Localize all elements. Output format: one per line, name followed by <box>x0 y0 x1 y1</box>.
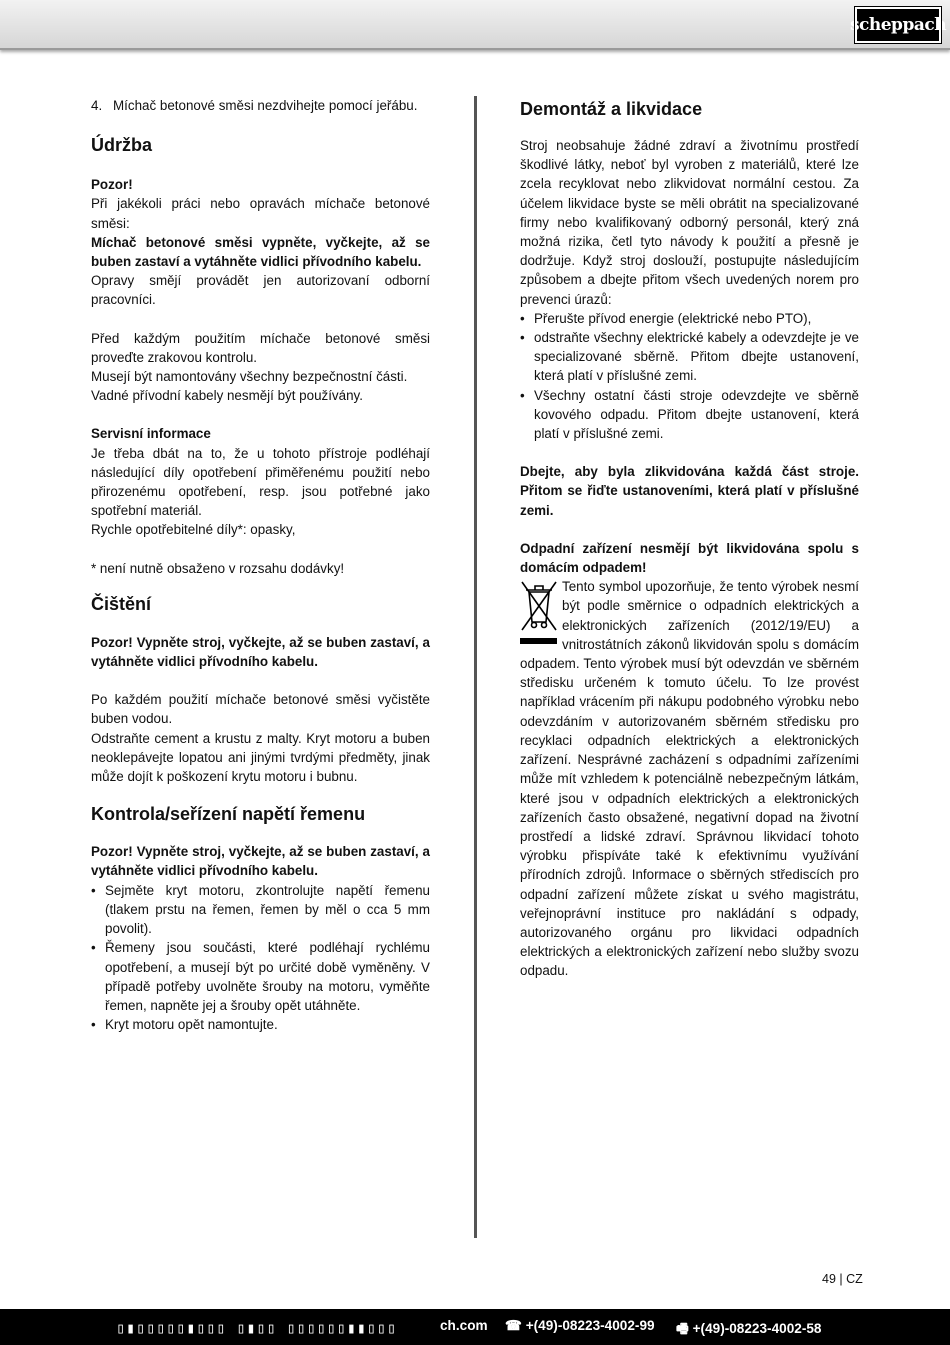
footer-phone: ☎ +(49)-08223-4002-99 <box>505 1318 655 1333</box>
left-column <box>91 96 430 1034</box>
footer-garbled-text: ▯▮▯▯▯▯▯▮▯▯▯ ▯▮▯▯ ▯▯▯▯▯▯▮▮▯▯▯ <box>116 1319 397 1337</box>
paragraph: Je třeba dbát na to, že u tohoto přístroje podléhají následující díly opotřebení přiměřenému použití nebo přirozenému opotřebení, resp. jsou potřebné jako spotřební materiál. <box>91 445 430 519</box>
section-title-kontrola: Kontrola/seřízení napětí řemenu <box>91 804 366 825</box>
list-item: • Všechny ostatní části stroje odevzdejte ve sběrně kovového odpadu. Přitom dbejte ustanovení, která platí v příslušné zemi. <box>520 386 859 444</box>
brand-logo: scheppach <box>855 7 941 43</box>
list-item: • Řemeny jsou součásti, které podléhají rychlému opotřebení, a musejí být po určité době vyměněny. V případě potřeby uvolněte šrouby na motoru, vyměňte řemen, napněte jej a šrouby opět utáhněte. <box>91 938 430 1015</box>
bold-notice: Odpadní zařízení nesmějí být likvidována spolu s domácím odpadem! <box>520 540 859 576</box>
paragraph: Vadné přívodní kabely nesmějí být používány. <box>91 388 363 404</box>
bold-warning: Pozor! Vypněte stroj, vyčkejte, až se buben zastaví, a vytáhněte vidlici přívodního kabelu. <box>91 844 430 879</box>
paragraph: Před každým použitím míchače betonové směsi proveďte zrakovou kontrolu. <box>91 330 430 365</box>
list-item: • Sejměte kryt motoru, zkontrolujte napětí řemenu (tlakem prstu na řemen, řemen by měl o cca 5 mm povolit). <box>91 881 430 939</box>
paragraph: Odstraňte cement a krustu z malty. Kryt motoru a buben neoklepávejte lopatou ani jinými tvrdými předměty, jinak může dojít k poškození krytu motoru i bubnu. <box>91 730 430 785</box>
paragraph: Tento symbol upozorňuje, že tento výrobek nesmí být podle směrnice o odpadních elektrických a elektronických zařízeních (2012/19/EU) a vnitrostátních zákonů likvidován spolu s domácím odpadem. Tento výrobek musí být odevzdán ve sběrném středisku určeném k tomuto účelu. To lze provést například vrácením při nákupu podobného výrobku nebo odevzdáním v autorizovaném sběrném středisku pro recyklaci odpadních elektrických a elektronických zařízení. Nesprávné zacházení s odpadními zařízeními může mít vzhledem k potenciálně nebezpečným látkám, které jsou v odpadních elektrických a elektronických zařízeních často obsažené, negativní dopad na životní prostředí a lidské zdraví. Správnou likvidací tohoto výrobku přispíváte také k efektivnímu využívání přírodních zdrojů. Informace o sběrných střediscích pro odpadní zařízení můžete získat u svého magistrátu, veřejnoprávní instituce pro nakládání s odpady, autorizovaného orgánu pro likvidaci odpadních elektrických a elektronických zařízení nebo služby svozu odpadu. <box>520 579 859 979</box>
paragraph: Stroj neobsahuje žádné zdraví a životnímu prostředí škodlivé látky, neboť byl vyroben z materiálů, které lze zcela recyklovat nebo zlikvidovat normální cestou. Za účelem likvidace byste se měli obrátit na specializované firmy nebo kvalifikovaný odborný personál, který zná možná rizika, četl tyto návody k použití a přesně je dodržuje. Když stroj doslouží, postupujte následujícím způsobem a dbejte přitom všech uvedených norem pro prevenci úrazů: <box>520 138 859 307</box>
section-title-cisteni: Čištění <box>91 593 152 614</box>
subsection-title-servis: Servisní informace <box>91 426 211 442</box>
item-number: 4. <box>91 98 103 113</box>
list-item: • Kryt motoru opět namontujte. <box>91 1015 430 1034</box>
footer-bar <box>0 1309 950 1345</box>
weee-bin-icon <box>520 578 558 648</box>
list-item: • Přerušte přívod energie (elektrické nebo PTO), <box>520 309 859 328</box>
bullet-list <box>520 309 859 443</box>
bullet-list <box>91 881 430 1035</box>
bold-notice: Dbejte, aby byla zlikvidována každá část stroje. Přitom se řiďte ustanoveními, která platí v příslušné zemi. <box>520 464 859 518</box>
paragraph: Při jakékoli práci nebo opravách míchače betonové směsi: <box>91 196 430 231</box>
section-title-udrzba: Údržba <box>91 135 153 156</box>
footer-fax: 🖷 +(49)-08223-4002-58 <box>676 1321 822 1336</box>
list-item: • odstraňte všechny elektrické kabely a odevzdejte je ve specializované sběrně. Přitom dbejte ustanovení, která platí v příslušné zemi. <box>520 328 859 386</box>
item-text: Míchač betonové směsi nezdvihejte pomocí jeřábu. <box>113 98 418 113</box>
warning-label: Pozor! <box>91 177 133 193</box>
paragraph: Opravy smějí provádět jen autorizovaní odborní pracovníci. <box>91 273 430 308</box>
right-column <box>520 96 859 981</box>
bold-warning: Míchač betonové směsi vypněte, vyčkejte, až se buben zastaví a vytáhněte vidlici přívodního kabelu. <box>91 234 430 270</box>
paragraph: Musejí být namontovány všechny bezpečnostní části. <box>91 369 408 385</box>
paragraph: Rychle opotřebitelné díly*: opasky, <box>91 522 296 538</box>
header-bar <box>0 0 950 50</box>
paragraph: Po každém použití míchače betonové směsi vyčistěte buben vodou. <box>91 692 430 727</box>
footnote: * není nutně obsaženo v rozsahu dodávky! <box>91 560 345 576</box>
footer-website: ch.com <box>440 1318 488 1333</box>
bold-warning: Pozor! Vypněte stroj, vyčkejte, až se buben zastaví, a vytáhněte vidlici přívodního kabelu. <box>91 634 430 670</box>
page-number: 49 | CZ <box>822 1272 863 1286</box>
section-title-demontaz: Demontáž a likvidace <box>520 99 703 119</box>
column-divider <box>474 96 477 1238</box>
list-item <box>91 96 430 115</box>
